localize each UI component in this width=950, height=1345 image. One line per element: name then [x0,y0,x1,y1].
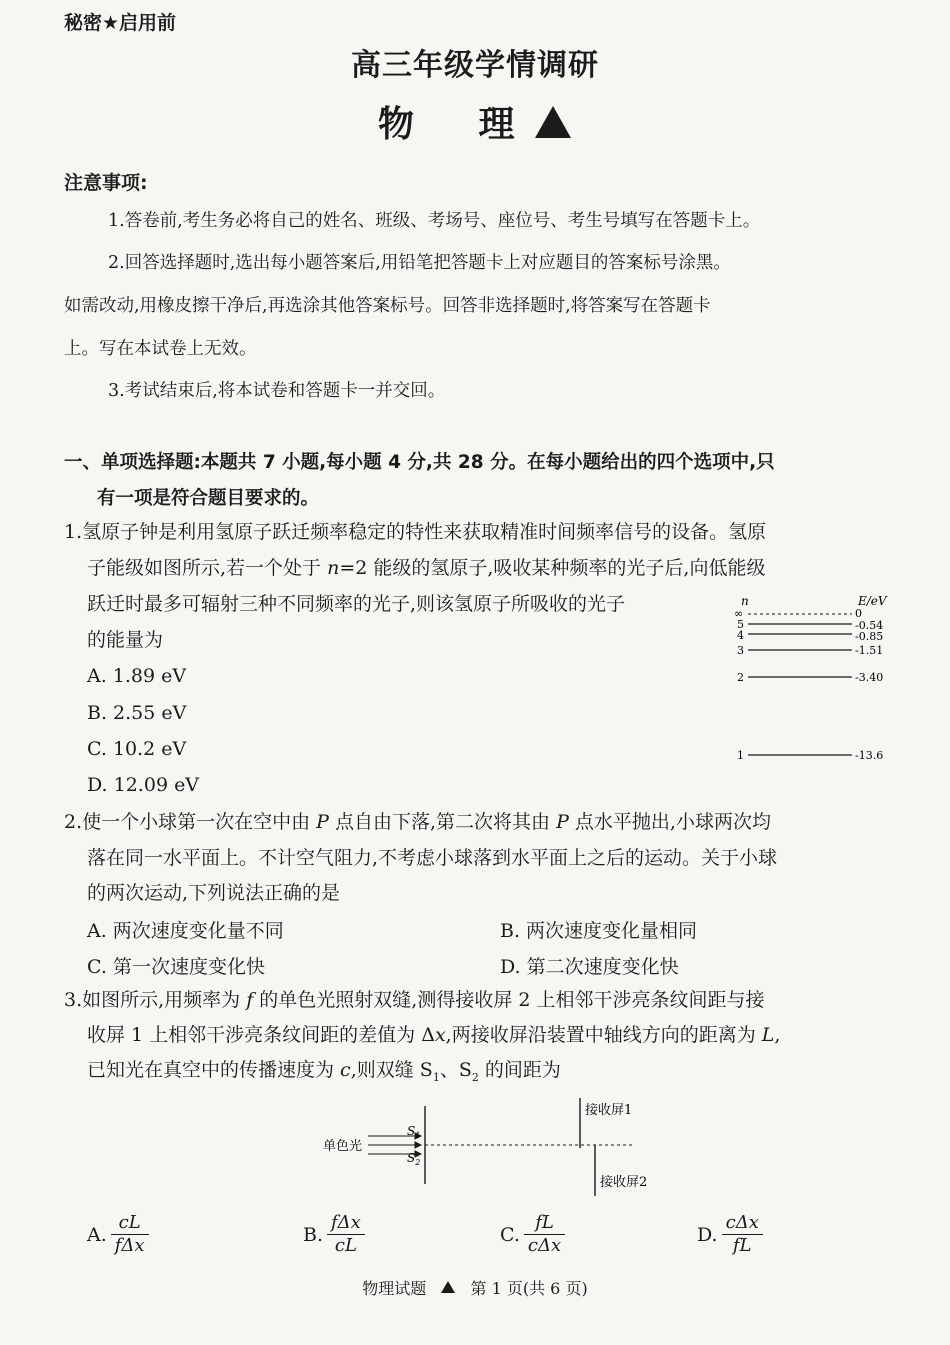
q1-line-2: 子能级如图所示,若一个处于 n=2 能级的氢原子,吸收某种频率的光子后,向低能级 [87,557,766,579]
level-3 [737,644,883,657]
svg-text:0: 0 [855,607,862,620]
energy-level-diagram [728,590,898,770]
screen-2-label: 接收屏2 [600,1175,648,1190]
slit-s2-label: $S_2$ [407,1151,421,1167]
svg-text:∞: ∞ [734,607,744,620]
svg-text:2: 2 [737,671,744,684]
q1-option-a[interactable]: A. 1.89 eV [87,665,187,687]
q3-line-2: 收屏 1 上相邻干涉亮条纹间距的差值为 Δx,两接收屏沿装置中轴线方向的距离为 L, [87,1024,781,1046]
svg-text:-3.40: -3.40 [855,671,884,684]
q2-line-1: 2.使一个小球第一次在空中由 P 点自由下落,第二次将其由 P 点水平抛出,小球两次均 [64,811,771,833]
q1-line-1: 1.氢原子钟是利用氢原子跃迁频率稳定的特性来获取精准时间频率信号的设备。氢原 [64,521,767,543]
note-item-2-line-2: 如需改动,用橡皮擦干净后,再选涂其他答案标号。回答非选择题时,将答案写在答题卡 [64,296,711,316]
svg-text:-0.54: -0.54 [855,619,884,632]
q2-option-d[interactable]: D. 第二次速度变化快 [500,956,679,978]
level-4 [737,629,883,643]
section-heading-line-2: 有一项是符合题目要求的。 [97,488,320,509]
level-1 [737,749,883,762]
note-item-2-line-1: 2.回答选择题时,选出每小题答案后,用铅笔把答题卡上对应题目的答案标号涂黑。 [108,253,731,273]
level-2 [737,671,883,684]
q3-option-c[interactable]: C. $\frac{fL}{\text{cΔx}}$ [500,1212,565,1257]
q2-line-2: 落在同一水平面上。不计空气阻力,不考虑小球落到水平面上之后的运动。关于小球 [87,847,778,869]
footer-triangle-icon [441,1281,455,1293]
q1-option-d[interactable]: D. 12.09 eV [87,774,200,796]
q2-option-b[interactable]: B. 两次速度变化量相同 [500,920,698,942]
subject-title: 物 理 [378,103,541,145]
exam-title: 高三年级学情调研 [351,48,599,83]
q3-option-d[interactable]: D. $\frac{\text{cΔx}}{fL}$ [697,1212,763,1257]
svg-text:5: 5 [737,618,744,631]
svg-text:3: 3 [737,644,744,657]
svg-text:-0.85: -0.85 [855,630,884,643]
n-axis-label: n [741,594,749,608]
svg-text:1: 1 [737,749,744,762]
light-label: 单色光 [323,1139,363,1154]
slit-s1-label: $S_1$ [407,1124,421,1140]
screen-1-label: 接收屏1 [585,1103,633,1118]
svg-text:-13.6: -13.6 [855,749,884,762]
q2-option-c[interactable]: C. 第一次速度变化快 [87,956,265,978]
q3-line-1: 3.如图所示,用频率为 f 的单色光照射双缝,测得接收屏 2 上相邻干涉亮条纹间距与接 [64,989,765,1011]
q1-line-4: 的能量为 [87,629,164,651]
double-slit-diagram [315,1092,665,1198]
footer-subject: 物理试题 [362,1279,427,1298]
note-item-1: 1.答卷前,考生务必将自己的姓名、班级、考场号、座位号、考生号填写在答题卡上。 [108,211,761,231]
svg-text:-1.51: -1.51 [855,644,884,657]
q3-line-3: 已知光在真空中的传播速度为 c,则双缝 $S_1$、$S_2$ 的间距为 [87,1059,561,1084]
footer-page-number: 第 1 页(共 6 页) [470,1279,588,1298]
level-infinity [734,607,862,620]
q1-option-c[interactable]: C. 10.2 eV [87,738,187,760]
q3-option-b[interactable]: B. $\frac{\text{fΔx}}{cL}$ [303,1212,365,1257]
q2-line-3: 的两次运动,下列说法正确的是 [87,882,341,904]
section-heading-line-1: 一、单项选择题:本题共 7 小题,每小题 4 分,共 28 分。在每小题给出的四个选项中,只 [64,452,775,473]
q3-option-a[interactable]: A. $\frac{cL}{\text{fΔx}}$ [87,1212,149,1257]
q2-option-a[interactable]: A. 两次速度变化量不同 [87,920,284,942]
notes-heading: 注意事项: [64,172,148,194]
svg-text:4: 4 [737,629,744,642]
confidential-mark: 秘密★启用前 [64,12,177,34]
q1-option-b[interactable]: B. 2.55 eV [87,702,187,724]
q1-line-3: 跃迁时最多可辐射三种不同频率的光子,则该氢原子所吸收的光子 [87,593,626,615]
energy-axis-label: E/eV [858,594,887,608]
note-item-2-line-3: 上。写在本试卷上无效。 [64,339,257,359]
note-item-3: 3.考试结束后,将本试卷和答题卡一并交回。 [108,381,446,401]
triangle-icon [535,106,571,138]
page-footer [0,1276,950,1299]
